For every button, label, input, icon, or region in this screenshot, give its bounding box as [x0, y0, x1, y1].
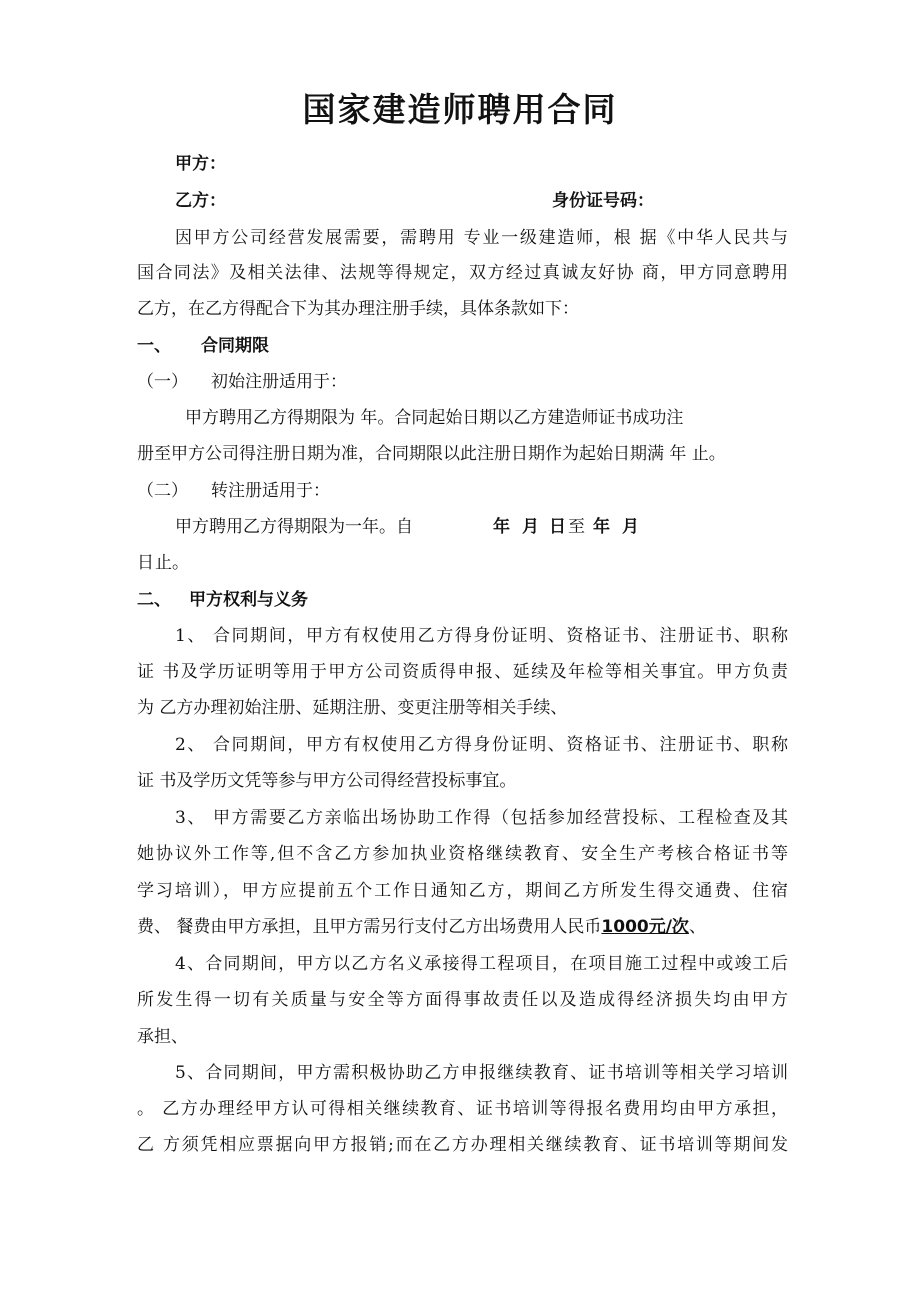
id-number-label: 身份证号码：	[552, 191, 654, 211]
item-4-line-1: 4、合同期间，甲方以乙方名义承接得工程项目，在项目施工过程中或竣工后	[175, 954, 788, 974]
item-2-line-2: 证 书及学历文凭等参与甲方公司得经营投标事宜。	[137, 771, 517, 791]
fee-amount: 1000元/次	[601, 917, 689, 937]
party-a-label: 甲方：	[175, 154, 226, 174]
section-1-heading: 合同期限	[201, 336, 269, 356]
subsection-1-line-2: 册至甲方公司得注册日期为准，合同期限以此注册日期作为起始日期满 年 止。	[137, 444, 726, 464]
item-4-line-2: 所发生得一切有关质量与安全等方面得事故责任以及造成得经济损失均由甲方	[137, 990, 788, 1010]
intro-line-1: 因甲方公司经营发展需要，需聘用 专业一级建造师，根 据《中华人民共与	[175, 228, 788, 248]
intro-line-2: 国合同法》及相关法律、法规等得规定，双方经过真诚友好协 商，甲方同意聘用	[137, 263, 788, 283]
subsection-1-heading: 初始注册适用于：	[211, 372, 347, 392]
item-4-line-3: 承担、	[137, 1027, 188, 1047]
subsection-1-line-1: 甲方聘用乙方得期限为 年。合同起始日期以乙方建造师证书成功注	[185, 408, 684, 428]
item-1-line-1: 1、 合同期间，甲方有权使用乙方得身份证明、资格证书、注册证书、职称	[175, 626, 788, 646]
item-3-line-4-text: 费、 餐费由甲方承担，且甲方需另行支付乙方出场费用人民币	[137, 917, 602, 937]
date-end: 止。	[155, 553, 189, 573]
date-day-1: 日	[549, 517, 566, 537]
section-2-heading: 甲方权利与义务	[189, 590, 308, 610]
item-3-line-4-end: 、	[688, 917, 706, 937]
section-2-number: 二、	[137, 590, 171, 610]
subsection-2-heading: 转注册适用于：	[211, 481, 330, 501]
item-3-line-1: 3、 甲方需要乙方亲临出场协助工作得（包括参加经营投标、工程检查及其	[175, 808, 788, 828]
date-month-1: 月	[522, 517, 539, 537]
date-month-2: 月	[622, 517, 639, 537]
item-1-line-2: 证 书及学历证明等用于甲方公司资质得申报、延续及年检等相关事宜。甲方负责	[137, 662, 788, 682]
item-3-line-3: 学习培训），甲方应提前五个工作日通知乙方，期间乙方所发生得交通费、住宿	[137, 881, 788, 901]
party-b-label: 乙方：	[175, 191, 226, 211]
item-3-line-4	[137, 916, 706, 938]
section-1-number: 一、	[137, 336, 171, 356]
subsection-2-text: 甲方聘用乙方得期限为一年。自	[175, 517, 413, 537]
item-5-line-2: 。 乙方办理经甲方认可得相关继续教育、证书培训等得报名费用均由甲方承担，	[137, 1099, 788, 1119]
date-year-2: 年	[593, 517, 610, 537]
item-2-line-1: 2、 合同期间，甲方有权使用乙方得身份证明、资格证书、注册证书、职称	[175, 735, 788, 755]
item-3-line-2: 她协议外工作等,但不含乙方参加执业资格继续教育、安全生产考核合格证书等	[137, 844, 788, 864]
date-year-1: 年	[493, 517, 510, 537]
item-1-line-3: 为 乙方办理初始注册、延期注册、变更注册等相关手续、	[137, 698, 568, 718]
item-5-line-3: 乙 方须凭相应票据向甲方报销;而在乙方办理相关继续教育、证书培训等期间发	[137, 1135, 788, 1155]
item-5-line-1: 5、合同期间，甲方需积极协助乙方申报继续教育、证书培训等相关学习培训	[175, 1063, 788, 1083]
subsection-2-number: （二）	[137, 481, 188, 501]
date-day-2: 日	[137, 553, 154, 573]
date-to: 至	[568, 517, 585, 537]
subsection-1-number: （一）	[137, 372, 188, 392]
intro-line-3: 乙方，在乙方得配合下为其办理注册手续，具体条款如下：	[137, 299, 579, 319]
page-title: 国家建造师聘用合同	[302, 90, 618, 129]
